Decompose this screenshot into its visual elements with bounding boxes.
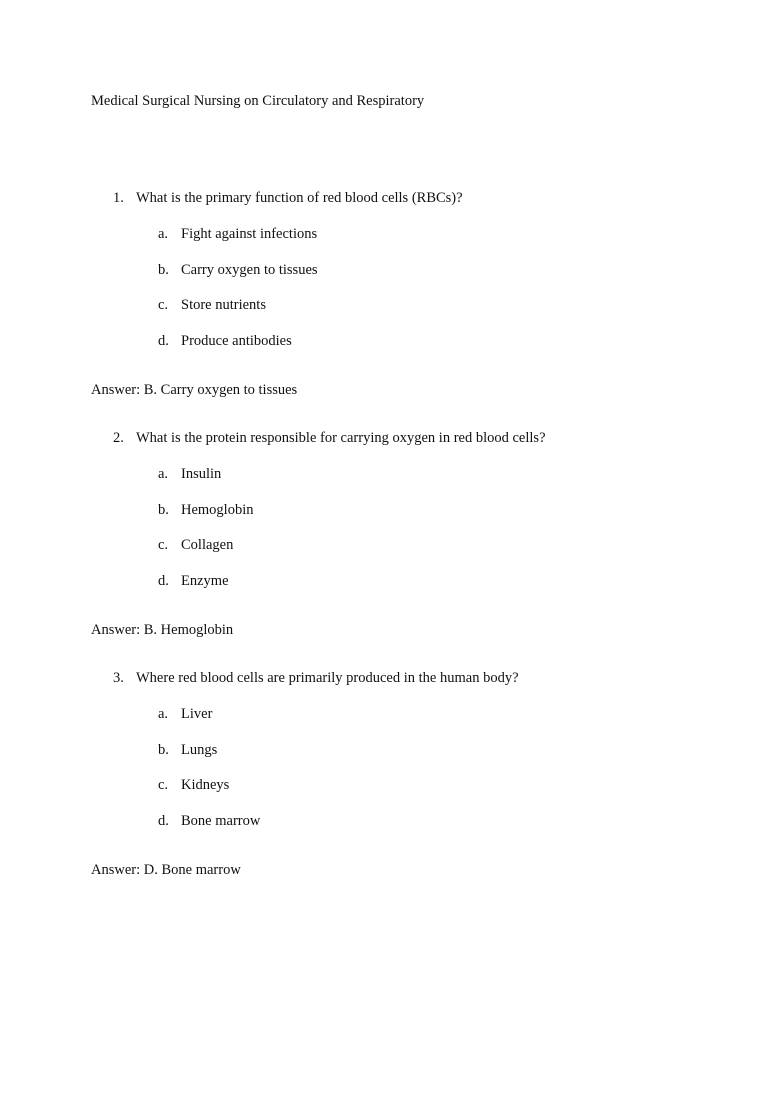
option-text: Insulin	[181, 466, 222, 482]
question-text: Where red blood cells are primarily produced in the human body?	[136, 670, 519, 686]
option-letter: a.	[158, 706, 169, 722]
option-letter: d.	[158, 573, 169, 589]
option-letter: c.	[158, 297, 169, 313]
option-text: Lungs	[181, 742, 218, 758]
option-letter: a.	[158, 226, 169, 242]
answer-line: Answer: B. Hemoglobin	[91, 622, 234, 638]
question-text: What is the protein responsible for carrying oxygen in red blood cells?	[136, 430, 546, 446]
option-letter: b.	[158, 742, 169, 758]
option-letter: a.	[158, 466, 169, 482]
option-text: Fight against infections	[181, 226, 318, 242]
option-text: Produce antibodies	[181, 333, 292, 349]
question-number: 2.	[113, 430, 124, 446]
option-letter: b.	[158, 502, 169, 518]
document-title: Medical Surgical Nursing on Circulatory and Respiratory	[91, 93, 425, 109]
option-text: Hemoglobin	[181, 502, 254, 518]
option-text: Bone marrow	[181, 813, 261, 829]
question-number: 3.	[113, 670, 124, 686]
option-text: Enzyme	[181, 573, 229, 589]
option-text: Carry oxygen to tissues	[181, 262, 318, 278]
answer-line: Answer: D. Bone marrow	[91, 862, 241, 878]
option-letter: d.	[158, 333, 169, 349]
question-number: 1.	[113, 190, 124, 206]
option-text: Collagen	[181, 537, 234, 553]
option-letter: b.	[158, 262, 169, 278]
option-text: Store nutrients	[181, 297, 266, 313]
option-letter: c.	[158, 777, 169, 793]
answer-line: Answer: B. Carry oxygen to tissues	[91, 382, 298, 398]
question-text: What is the primary function of red blood cells (RBCs)?	[136, 190, 463, 206]
option-letter: d.	[158, 813, 169, 829]
question-3	[0, 670, 768, 1110]
option-letter: c.	[158, 537, 169, 553]
option-text: Liver	[181, 706, 213, 722]
option-text: Kidneys	[181, 777, 230, 793]
